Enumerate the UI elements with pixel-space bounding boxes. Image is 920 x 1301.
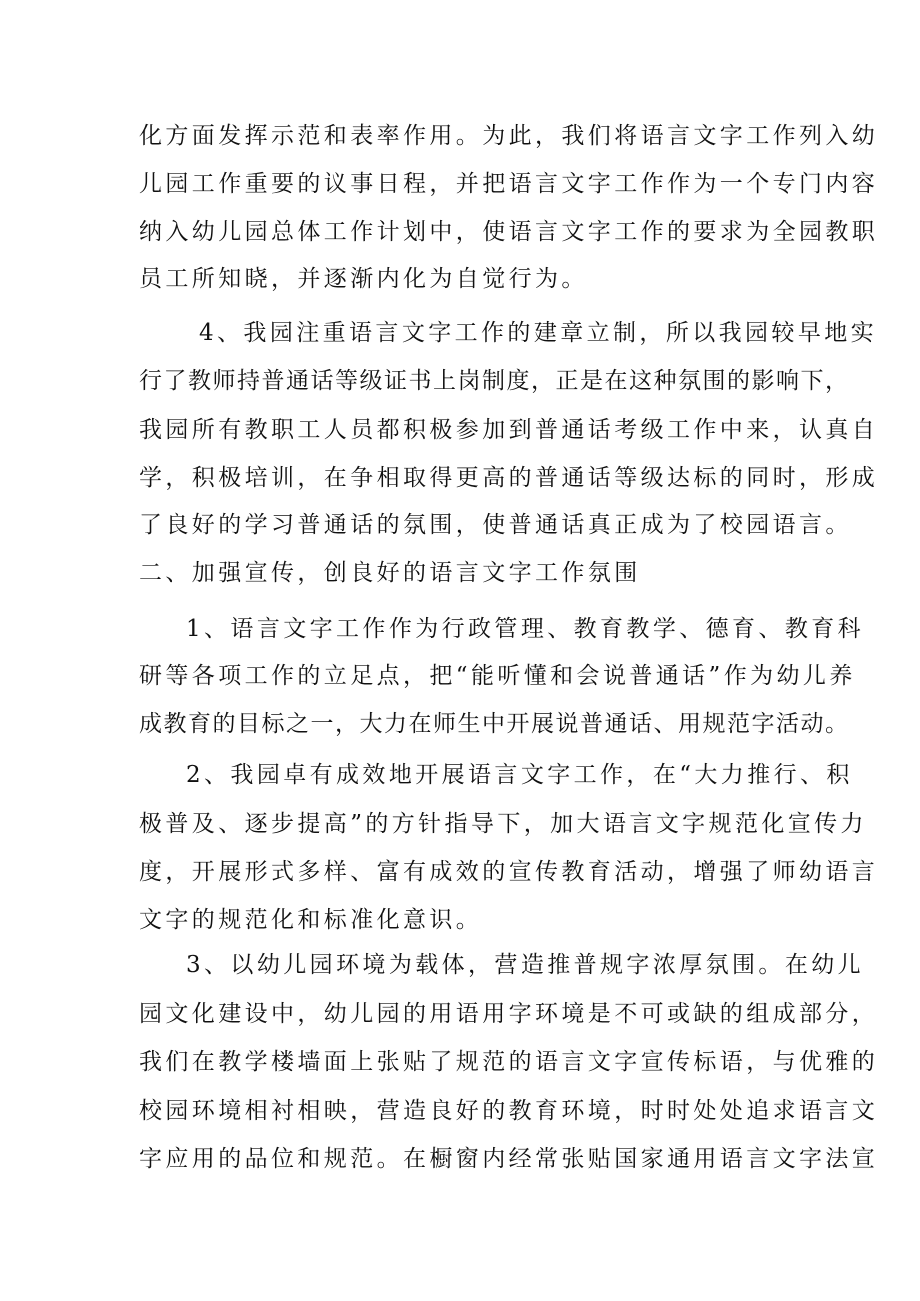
text-line: 字应用的品位和规范。在橱窗内经常张贴国家通用语言文字法宣 <box>139 1146 879 1172</box>
text-line: 成教育的目标之一，大力在师生中开展说普通话、用规范字活动。 <box>139 711 850 737</box>
text-line: 2、我园卓有成效地开展语言文字工作，在“大力推行、积 <box>186 762 853 788</box>
text-line: 员工所知晓，并逐渐内化为自觉行为。 <box>139 266 588 292</box>
text-line: 园文化建设中，幼儿园的用语用字环境是不可或缺的组成部分， <box>139 1001 879 1027</box>
text-line: 学，积极培训，在争相取得更高的普通话等级达标的同时，形成 <box>139 465 879 491</box>
text-line: 我们在教学楼墙面上张贴了规范的语言文字宣传标语，与优雅的 <box>139 1049 879 1075</box>
text-line: 校园环境相衬相映，营造良好的教育环境，时时处处追求语言文 <box>139 1098 879 1124</box>
text-line: 行了教师持普通话等级证书上岗制度，正是在这种氛围的影响下， <box>139 368 850 394</box>
text-line: 4、我园注重语言文字工作的建章立制，所以我园较早地实 <box>199 320 878 346</box>
text-line: 文字的规范化和标准化意识。 <box>139 907 483 933</box>
text-line: 3、以幼儿园环境为载体，营造推普规字浓厚氛围。在幼儿 <box>186 952 865 978</box>
text-line: 了良好的学习普通话的氛围，使普通话真正成为了校园语言。 <box>139 512 852 538</box>
text-line: 儿园工作重要的议事日程，并把语言文字工作作为一个专门内容 <box>139 171 879 197</box>
text-line: 极普及、逐步提高”的方针指导下，加大语言文字规范化宣传力 <box>139 811 867 837</box>
text-line: 纳入幼儿园总体工作计划中，使语言文字工作的要求为全园教职 <box>139 219 879 245</box>
section-heading: 二、加强宣传，创良好的语言文字工作氛围 <box>139 560 641 586</box>
text-line: 度，开展形式多样、富有成效的宣传教育活动，增强了师幼语言 <box>139 859 879 885</box>
text-line: 研等各项工作的立足点，把“能听懂和会说普通话”作为幼儿养 <box>139 663 856 689</box>
text-line: 化方面发挥示范和表率作用。为此，我们将语言文字工作列入幼 <box>139 123 879 149</box>
text-line: 我园所有教职工人员都积极参加到普通话考级工作中来，认真自 <box>139 417 879 443</box>
text-line: 1、语言文字工作作为行政管理、教育教学、德育、教育科 <box>186 616 865 642</box>
